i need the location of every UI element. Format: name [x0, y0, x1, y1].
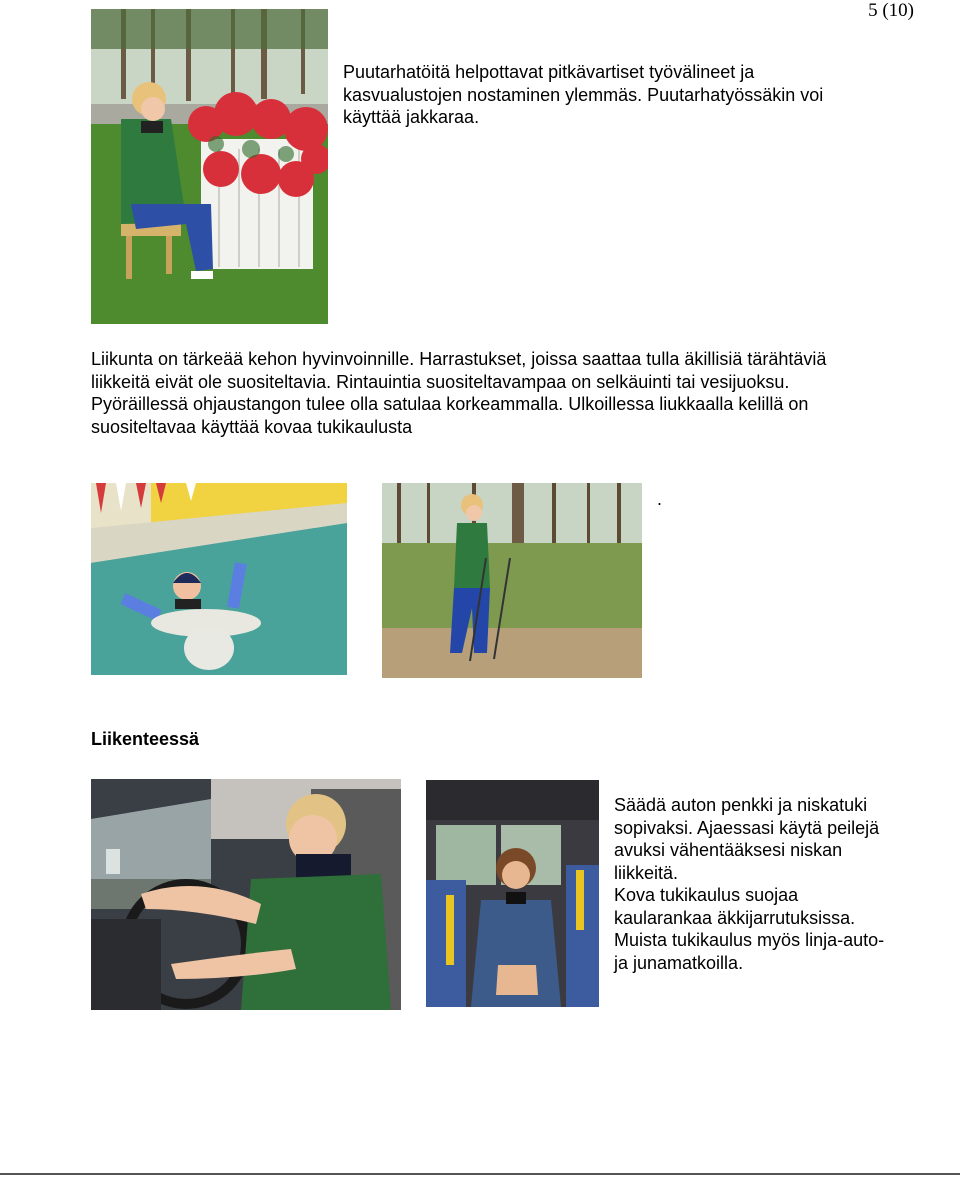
traffic-caption-line: Muista tukikaulus myös linja-auto-: [614, 930, 885, 950]
trailing-dot: .: [657, 489, 663, 509]
exercise-line: suositeltavaa käyttää kovaa tukikaulusta: [91, 416, 413, 437]
page-number: 5 (10): [868, 0, 914, 21]
walking-photo-image: [382, 483, 642, 678]
bus-photo: [426, 780, 599, 1007]
exercise-paragraph: [91, 348, 911, 438]
traffic-caption-line: avuksi vähentääksesi niskan: [614, 840, 843, 860]
traffic-caption-line: kaularankaa äkkijarrutuksissa.: [614, 907, 856, 928]
traffic-caption-line: ja junamatkoilla.: [614, 952, 744, 973]
exercise-line: Liikunta on tärkeää kehon hyvinvoinnille. Harrastukset, joissa saattaa tulla äkillisiä tärähtäviä: [91, 349, 827, 369]
traffic-caption-line: Säädä auton penkki ja niskatuki: [614, 795, 868, 815]
bus-photo-image: [426, 780, 599, 1007]
exercise-line: liikkeitä eivät ole suositeltavia. Rintauintia suositeltavampaa on selkäuinti tai vesijuoksu.: [91, 371, 790, 392]
bottom-divider: [0, 1173, 960, 1175]
traffic-caption-line: sopivaksi. Ajaessasi käytä peilejä: [614, 817, 880, 838]
traffic-caption: [614, 794, 934, 974]
walking-photo: [382, 483, 642, 678]
swimming-photo: [91, 483, 347, 675]
exercise-line: Pyöräillessä ohjaustangon tulee olla satulaa korkeammalla. Ulkoillessa liukkaalla kelillä on: [91, 394, 809, 414]
garden-photo: [91, 9, 328, 324]
traffic-caption-line: Kova tukikaulus suojaa: [614, 885, 799, 905]
driving-photo: [91, 779, 401, 1010]
driving-photo-image: [91, 779, 401, 1010]
swimming-photo-image: [91, 483, 347, 675]
garden-caption-line: käyttää jakkaraa.: [343, 107, 480, 127]
garden-caption-line: kasvualustojen nostaminen ylemmäs. Puutarhatyössäkin voi: [343, 84, 824, 105]
traffic-caption-line: liikkeitä.: [614, 862, 679, 883]
section-heading-traffic: Liikenteessä: [91, 729, 200, 749]
garden-caption: [343, 61, 903, 129]
garden-photo-image: [91, 9, 328, 324]
garden-caption-line: Puutarhatöitä helpottavat pitkävartiset työvälineet ja: [343, 62, 755, 82]
